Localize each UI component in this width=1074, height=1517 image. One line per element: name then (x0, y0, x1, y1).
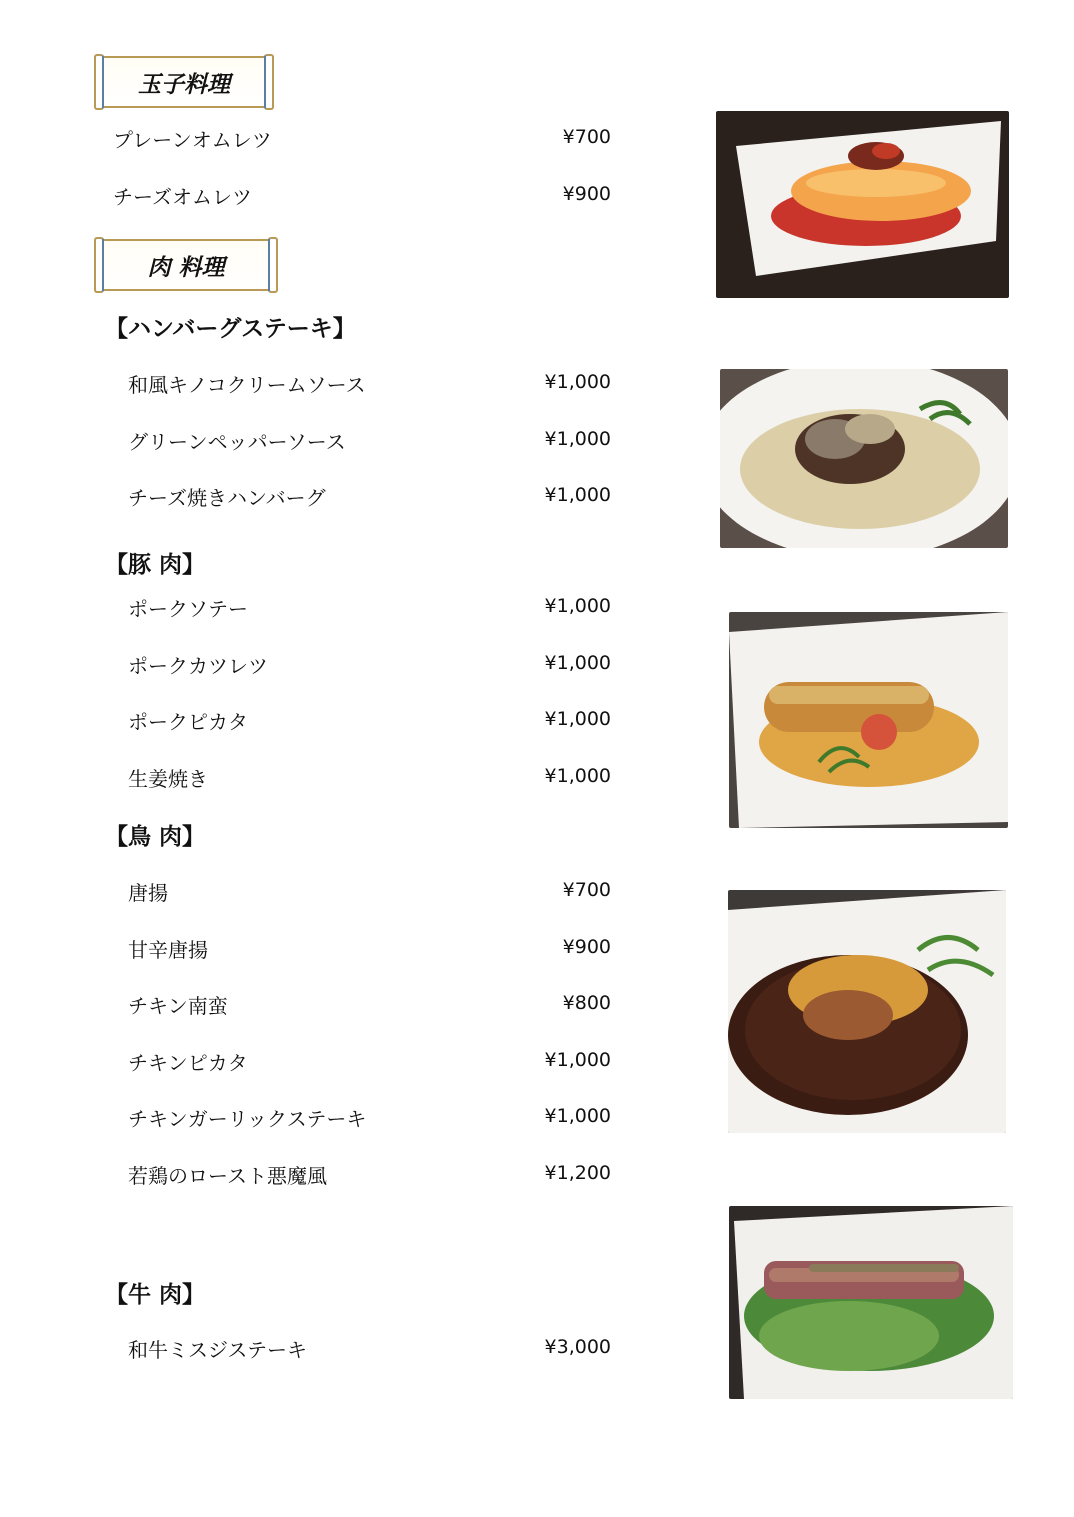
egg-section-title-frame (98, 56, 270, 108)
pork-illustration (729, 612, 1008, 828)
category-heading-chicken: 【鳥 肉】 (105, 824, 206, 850)
menu-item-name: 若鶏のロースト悪魔風 (128, 1164, 327, 1188)
menu-item-name: 唐揚 (128, 881, 168, 905)
menu-item-name: ポークピカタ (128, 710, 248, 734)
menu-item-price: ¥900 (562, 936, 611, 958)
menu-item-price: ¥1,000 (544, 1105, 611, 1127)
menu-item-name: チーズオムレツ (113, 185, 252, 209)
menu-item-price: ¥1,000 (544, 484, 611, 506)
menu-item-name: プレーンオムレツ (113, 128, 272, 152)
hamburg-photo (720, 369, 1008, 548)
hamburg-illustration (720, 369, 1008, 548)
menu-item-price: ¥1,000 (544, 708, 611, 730)
menu-item-price: ¥700 (562, 879, 611, 901)
category-heading-beef: 【牛 肉】 (105, 1282, 206, 1308)
omelette-illustration (716, 111, 1009, 298)
category-heading-pork: 【豚 肉】 (105, 552, 206, 578)
menu-item-name: 和風キノコクリームソース (128, 373, 366, 397)
meat-section-title: 肉 料理 (147, 254, 225, 281)
menu-item-name: チキンガーリックステーキ (128, 1107, 367, 1131)
menu-item-name: チキン南蛮 (128, 994, 228, 1018)
menu-item-name: ポークカツレツ (128, 654, 268, 678)
meat-section-title-frame (98, 239, 274, 291)
menu-item-name: グリーンペッパーソース (128, 430, 346, 454)
menu-item-name: チキンピカタ (128, 1051, 248, 1075)
menu-item-price: ¥1,000 (544, 1049, 611, 1071)
menu-item-price: ¥1,000 (544, 371, 611, 393)
omelette-photo (716, 111, 1009, 298)
menu-item-price: ¥1,000 (544, 765, 611, 787)
menu-item-price: ¥1,000 (544, 428, 611, 450)
beef-illustration (729, 1206, 1013, 1399)
category-heading-hamburg: 【ハンバーグステーキ】 (105, 316, 356, 342)
menu-item-price: ¥800 (562, 992, 611, 1014)
beef-photo (729, 1206, 1013, 1399)
chicken-photo (728, 890, 1006, 1133)
menu-item-price: ¥1,000 (544, 652, 611, 674)
menu-item-name: 生姜焼き (128, 767, 208, 791)
menu-item-price: ¥1,200 (544, 1162, 611, 1184)
menu-item-price: ¥1,000 (544, 595, 611, 617)
menu-item-price: ¥700 (562, 126, 611, 148)
pork-photo (729, 612, 1008, 828)
chicken-illustration (728, 890, 1006, 1133)
menu-item-name: 和牛ミスジステーキ (128, 1338, 307, 1362)
menu-item-name: 甘辛唐揚 (128, 938, 208, 962)
menu-item-name: チーズ焼きハンバーグ (128, 486, 326, 510)
menu-item-price: ¥3,000 (544, 1336, 611, 1358)
menu-item-name: ポークソテー (128, 597, 248, 621)
menu-item-price: ¥900 (562, 183, 611, 205)
egg-section-title: 玉子料理 (138, 71, 230, 98)
